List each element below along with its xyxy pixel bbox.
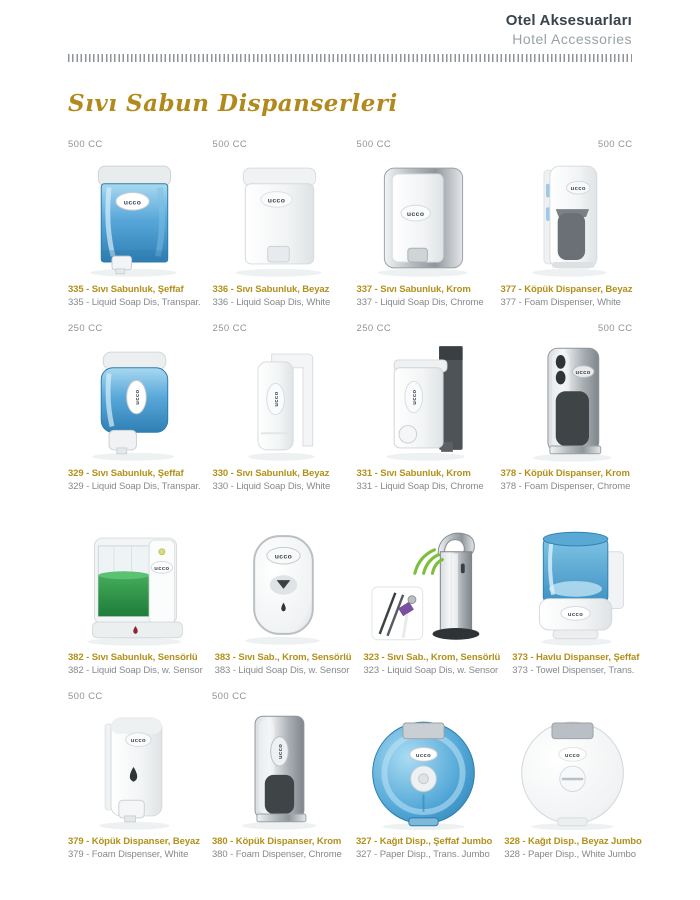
- product-title-en: 373 - Towel Dispenser, Trans.: [512, 665, 635, 676]
- product-title-tr: 383 - Sıvı Sab., Krom, Sensörlü: [214, 652, 352, 663]
- brand-logo: ucco: [570, 186, 586, 193]
- product-image-sensor-soap-pod: [215, 520, 352, 648]
- product-title-tr: 327 - Kağıt Disp., Şeffaf Jumbo: [356, 836, 493, 847]
- capacity-label: 500 CC: [212, 139, 248, 150]
- product-title-tr: 337 - Sıvı Sabunluk, Krom: [356, 284, 471, 295]
- product-title-tr: 328 - Kağıt Disp., Beyaz Jumbo: [504, 836, 642, 847]
- product-title-en: 328 - Paper Disp., White Jumbo: [504, 849, 636, 860]
- tick-ruler-divider: [68, 54, 632, 62]
- product-card-329: [68, 323, 201, 492]
- product-card-336: [213, 139, 345, 308]
- product-title-en: 336 - Liquid Soap Dis, White: [212, 297, 331, 308]
- product-image-soap-transparent: [68, 152, 201, 280]
- product-title-tr: 382 - Sıvı Sabunluk, Sensörlü: [68, 652, 198, 663]
- product-title-en: 329 - Liquid Soap Dis, Transpar.: [68, 481, 201, 492]
- capacity-label: 250 CC: [68, 323, 103, 334]
- product-title-en: 380 - Foam Dispenser, Chrome: [212, 849, 342, 860]
- header-title-turkish: Otel Aksesuarları: [505, 12, 632, 29]
- product-image-jumbo-paper-white: [504, 704, 641, 832]
- brand-logo: ucco: [273, 391, 280, 407]
- product-row-2: [68, 323, 632, 492]
- product-image-foam-chrome-front: [212, 704, 344, 832]
- product-card-383: [215, 507, 352, 676]
- product-card-377: [501, 139, 633, 308]
- capacity-label: 500 CC: [212, 691, 247, 702]
- product-title-en: 335 - Liquid Soap Dis, Transpar.: [68, 297, 201, 308]
- product-card-330: [213, 323, 345, 492]
- product-grid: [68, 139, 642, 860]
- product-row-4: [68, 691, 642, 860]
- product-image-jumbo-paper-blue: [356, 704, 492, 832]
- product-title-en: 330 - Liquid Soap Dis, White: [212, 481, 331, 492]
- capacity-label: 500 CC: [68, 139, 103, 150]
- product-card-380: [212, 691, 344, 860]
- product-image-sensor-soap-cylinder: [363, 520, 500, 648]
- product-title-en: 379 - Foam Dispenser, White: [68, 849, 189, 860]
- product-image-soap-white: [213, 152, 345, 280]
- product-title-tr: 329 - Sıvı Sabunluk, Şeffaf: [68, 468, 184, 479]
- capacity-label: 500 CC: [597, 139, 633, 150]
- product-card-323: [363, 507, 500, 676]
- product-title-en: 337 - Liquid Soap Dis, Chrome: [356, 297, 484, 308]
- product-title-en: 327 - Paper Disp., Trans. Jumbo: [356, 849, 490, 860]
- capacity-label: 500 CC: [597, 323, 633, 334]
- product-image-foam-chrome: [501, 336, 633, 464]
- brand-logo: ucco: [130, 738, 147, 745]
- product-image-soap-chrome: [357, 152, 489, 280]
- brand-logo: ucco: [124, 199, 142, 207]
- product-title-en: 377 - Foam Dispenser, White: [500, 297, 621, 308]
- brand-logo: ucco: [135, 389, 142, 405]
- product-row-3: [68, 507, 640, 676]
- brand-logo: ucco: [154, 565, 170, 572]
- product-card-331: [357, 323, 489, 492]
- product-card-379: [68, 691, 200, 860]
- capacity-label: [512, 507, 644, 520]
- product-card-335: [68, 139, 201, 308]
- section-title: Sıvı Sabun Dispanserleri: [68, 90, 398, 117]
- product-title-tr: 373 - Havlu Dispanser, Şeffaf: [512, 652, 640, 663]
- header-title-english: Hotel Accessories: [512, 31, 632, 47]
- brand-logo: ucco: [406, 211, 424, 219]
- brand-logo: ucco: [277, 743, 284, 760]
- product-title-tr: 336 - Sıvı Sabunluk, Beyaz: [212, 284, 330, 295]
- product-image-foam-white-front: [68, 704, 200, 832]
- capacity-label: 500 CC: [356, 139, 392, 150]
- brand-logo: ucco: [575, 370, 591, 377]
- product-title-tr: 330 - Sıvı Sabunluk, Beyaz: [212, 468, 330, 479]
- product-image-towel-dispenser: [512, 520, 644, 648]
- product-card-373: [512, 507, 644, 676]
- product-title-tr: 335 - Sıvı Sabunluk, Şeffaf: [68, 284, 184, 295]
- capacity-label: [356, 691, 492, 704]
- capacity-label: 250 CC: [212, 323, 248, 334]
- product-card-328: [504, 691, 641, 860]
- product-image-sensor-soap-tank: [68, 520, 203, 648]
- capacity-label: [363, 507, 500, 520]
- product-title-tr: 378 - Köpük Dispanser, Krom: [500, 468, 630, 479]
- product-card-382: [68, 507, 203, 676]
- product-title-tr: 323 - Sıvı Sab., Krom, Sensörlü: [363, 652, 501, 663]
- product-title-en: 323 - Liquid Soap Dis, w. Sensor: [363, 665, 499, 676]
- capacity-label: [215, 507, 352, 520]
- product-title-en: 378 - Foam Dispenser, Chrome: [500, 481, 631, 492]
- capacity-label: [68, 507, 203, 520]
- capacity-label: [504, 691, 641, 704]
- product-title-en: 382 - Liquid Soap Dis, w. Sensor: [68, 665, 203, 676]
- brand-logo: ucco: [564, 752, 581, 759]
- brand-logo: ucco: [267, 197, 285, 205]
- product-card-378: [501, 323, 633, 492]
- product-row-1: [68, 139, 632, 308]
- product-image-soap-transparent-round: [68, 336, 201, 464]
- product-title-en: 383 - Liquid Soap Dis, w. Sensor: [214, 665, 350, 676]
- product-title-tr: 380 - Köpük Dispanser, Krom: [212, 836, 342, 847]
- product-image-foam-white: [501, 152, 633, 280]
- capacity-label: 500 CC: [68, 691, 103, 702]
- brand-logo: ucco: [416, 752, 432, 759]
- product-image-soap-white-slim: [213, 336, 345, 464]
- brand-logo: ucco: [274, 553, 293, 561]
- product-card-327: [356, 691, 492, 860]
- page-header: [68, 12, 632, 47]
- product-image-soap-chrome-bracket: [357, 336, 489, 464]
- brand-logo: ucco: [411, 389, 418, 405]
- product-title-tr: 379 - Köpük Dispanser, Beyaz: [68, 836, 200, 847]
- product-card-337: [357, 139, 489, 308]
- product-title-tr: 331 - Sıvı Sabunluk, Krom: [356, 468, 471, 479]
- product-title-tr: 377 - Köpük Dispanser, Beyaz: [500, 284, 633, 295]
- product-title-en: 331 - Liquid Soap Dis, Chrome: [356, 481, 484, 492]
- capacity-label: 250 CC: [356, 323, 392, 334]
- brand-logo: ucco: [568, 611, 584, 618]
